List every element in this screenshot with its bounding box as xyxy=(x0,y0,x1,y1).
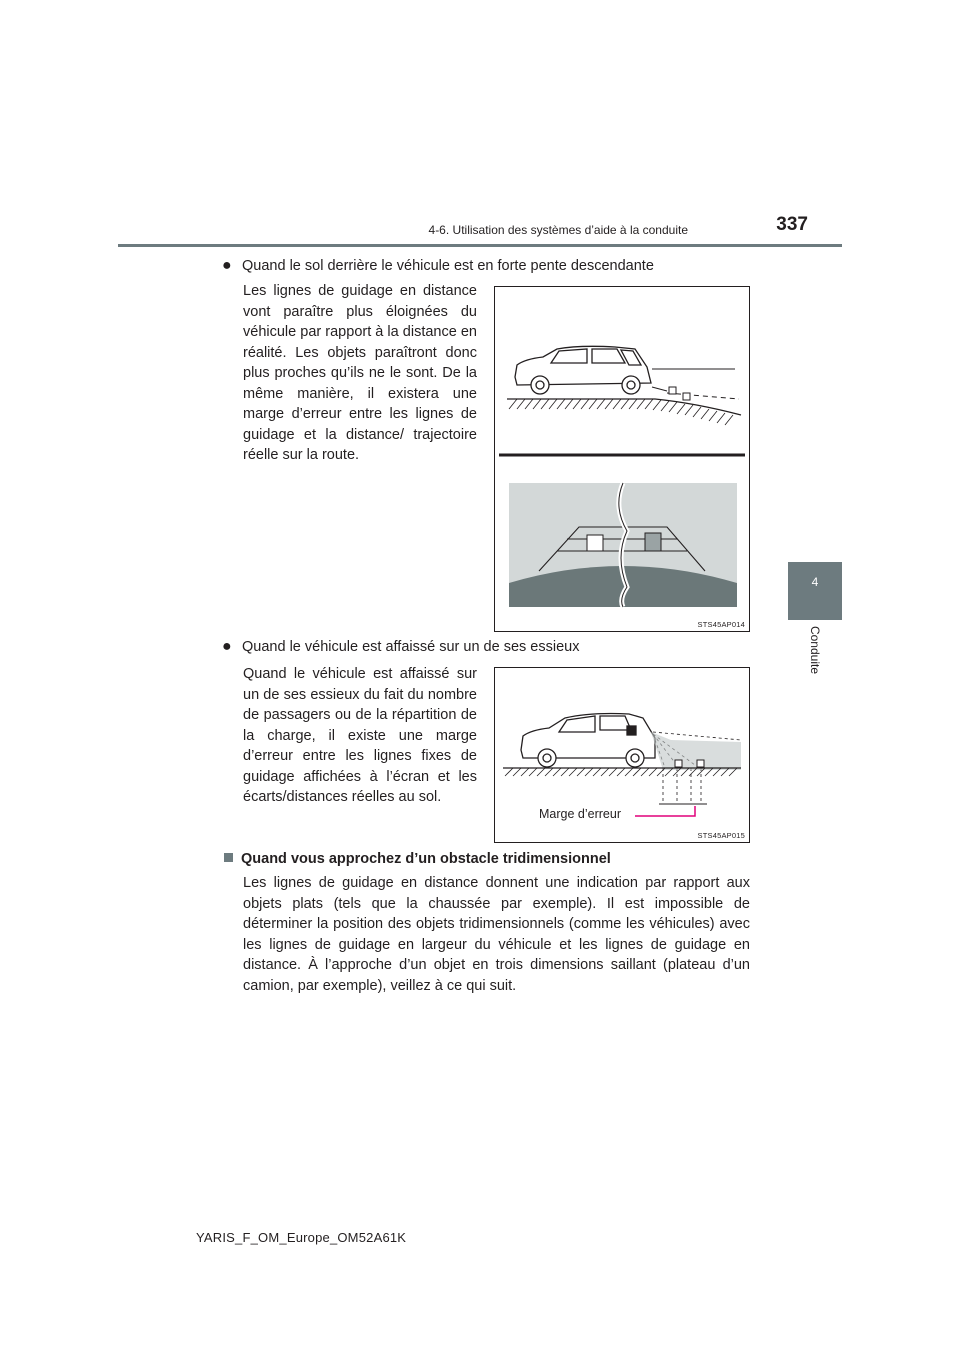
figure-code: STS45AP015 xyxy=(697,831,745,840)
section-title: Quand vous approchez d’un obstacle tridimensionnel xyxy=(241,851,611,867)
page-number: 337 xyxy=(776,214,808,235)
section-paragraph: Les lignes de guidage en distance donnent une indication par rapport aux objets plats (tels que la chaussée par exemple). Il est impossible de déterminer la position des objets tridimensionnels (comme les véhicules) avec les lignes de guidage en largeur du véhicule et les lignes de guidage en distance. À l’approche d’un objet en trois dimensions saillant (plateau d’un camion, par exemple), veillez à ce qui suit. xyxy=(243,875,750,994)
bullet-title: Quand le véhicule est affaissé sur un de ses essieux xyxy=(242,639,580,655)
slope-description: Les lignes de guidage en distance vont paraître plus éloignées du véhicule par rapport à la distance en réalité. Les objets paraîtront donc plus proches qu’ils ne le sont. De la même manière, il existera une marge d’erreur entre les lignes de guidage et la distance/ trajectoire réelle sur la route. xyxy=(243,283,477,463)
figure-sag xyxy=(494,667,750,843)
chapter-label: Conduite xyxy=(808,625,822,675)
car-side-icon xyxy=(521,714,655,768)
bullet-item-sag xyxy=(222,637,762,658)
footer-code: YARIS_F_OM_Europe_OM52A61K xyxy=(196,1230,407,1245)
bullet-icon: ● xyxy=(222,257,232,274)
slope-illustration xyxy=(495,287,749,631)
bullet-item-slope xyxy=(222,256,762,277)
sag-illustration xyxy=(495,668,749,842)
figure-slope xyxy=(494,286,750,632)
chapter-number: 4 xyxy=(811,575,819,589)
bullet-title: Quand le sol derrière le véhicule est en forte pente descendante xyxy=(242,258,654,274)
header-rule xyxy=(118,244,842,247)
section-heading xyxy=(224,849,764,869)
sag-description: Quand le véhicule est affaissé sur un de ses essieux du fait du nombre de passagers ou de la répartition de la charge, il existe une marge d’erreur entre les lignes fixes de guidage affichées à l’écran et les écarts/distances réelles au sol. xyxy=(243,666,477,805)
header-section-title: 4-6. Utilisation des systèmes d’aide à la conduite xyxy=(428,223,688,237)
square-bullet-icon xyxy=(224,853,233,862)
error-margin-label: Marge d’erreur xyxy=(539,807,621,821)
bullet-icon: ● xyxy=(222,638,232,655)
car-side-icon xyxy=(515,346,651,394)
figure-code: STS45AP014 xyxy=(697,620,745,629)
